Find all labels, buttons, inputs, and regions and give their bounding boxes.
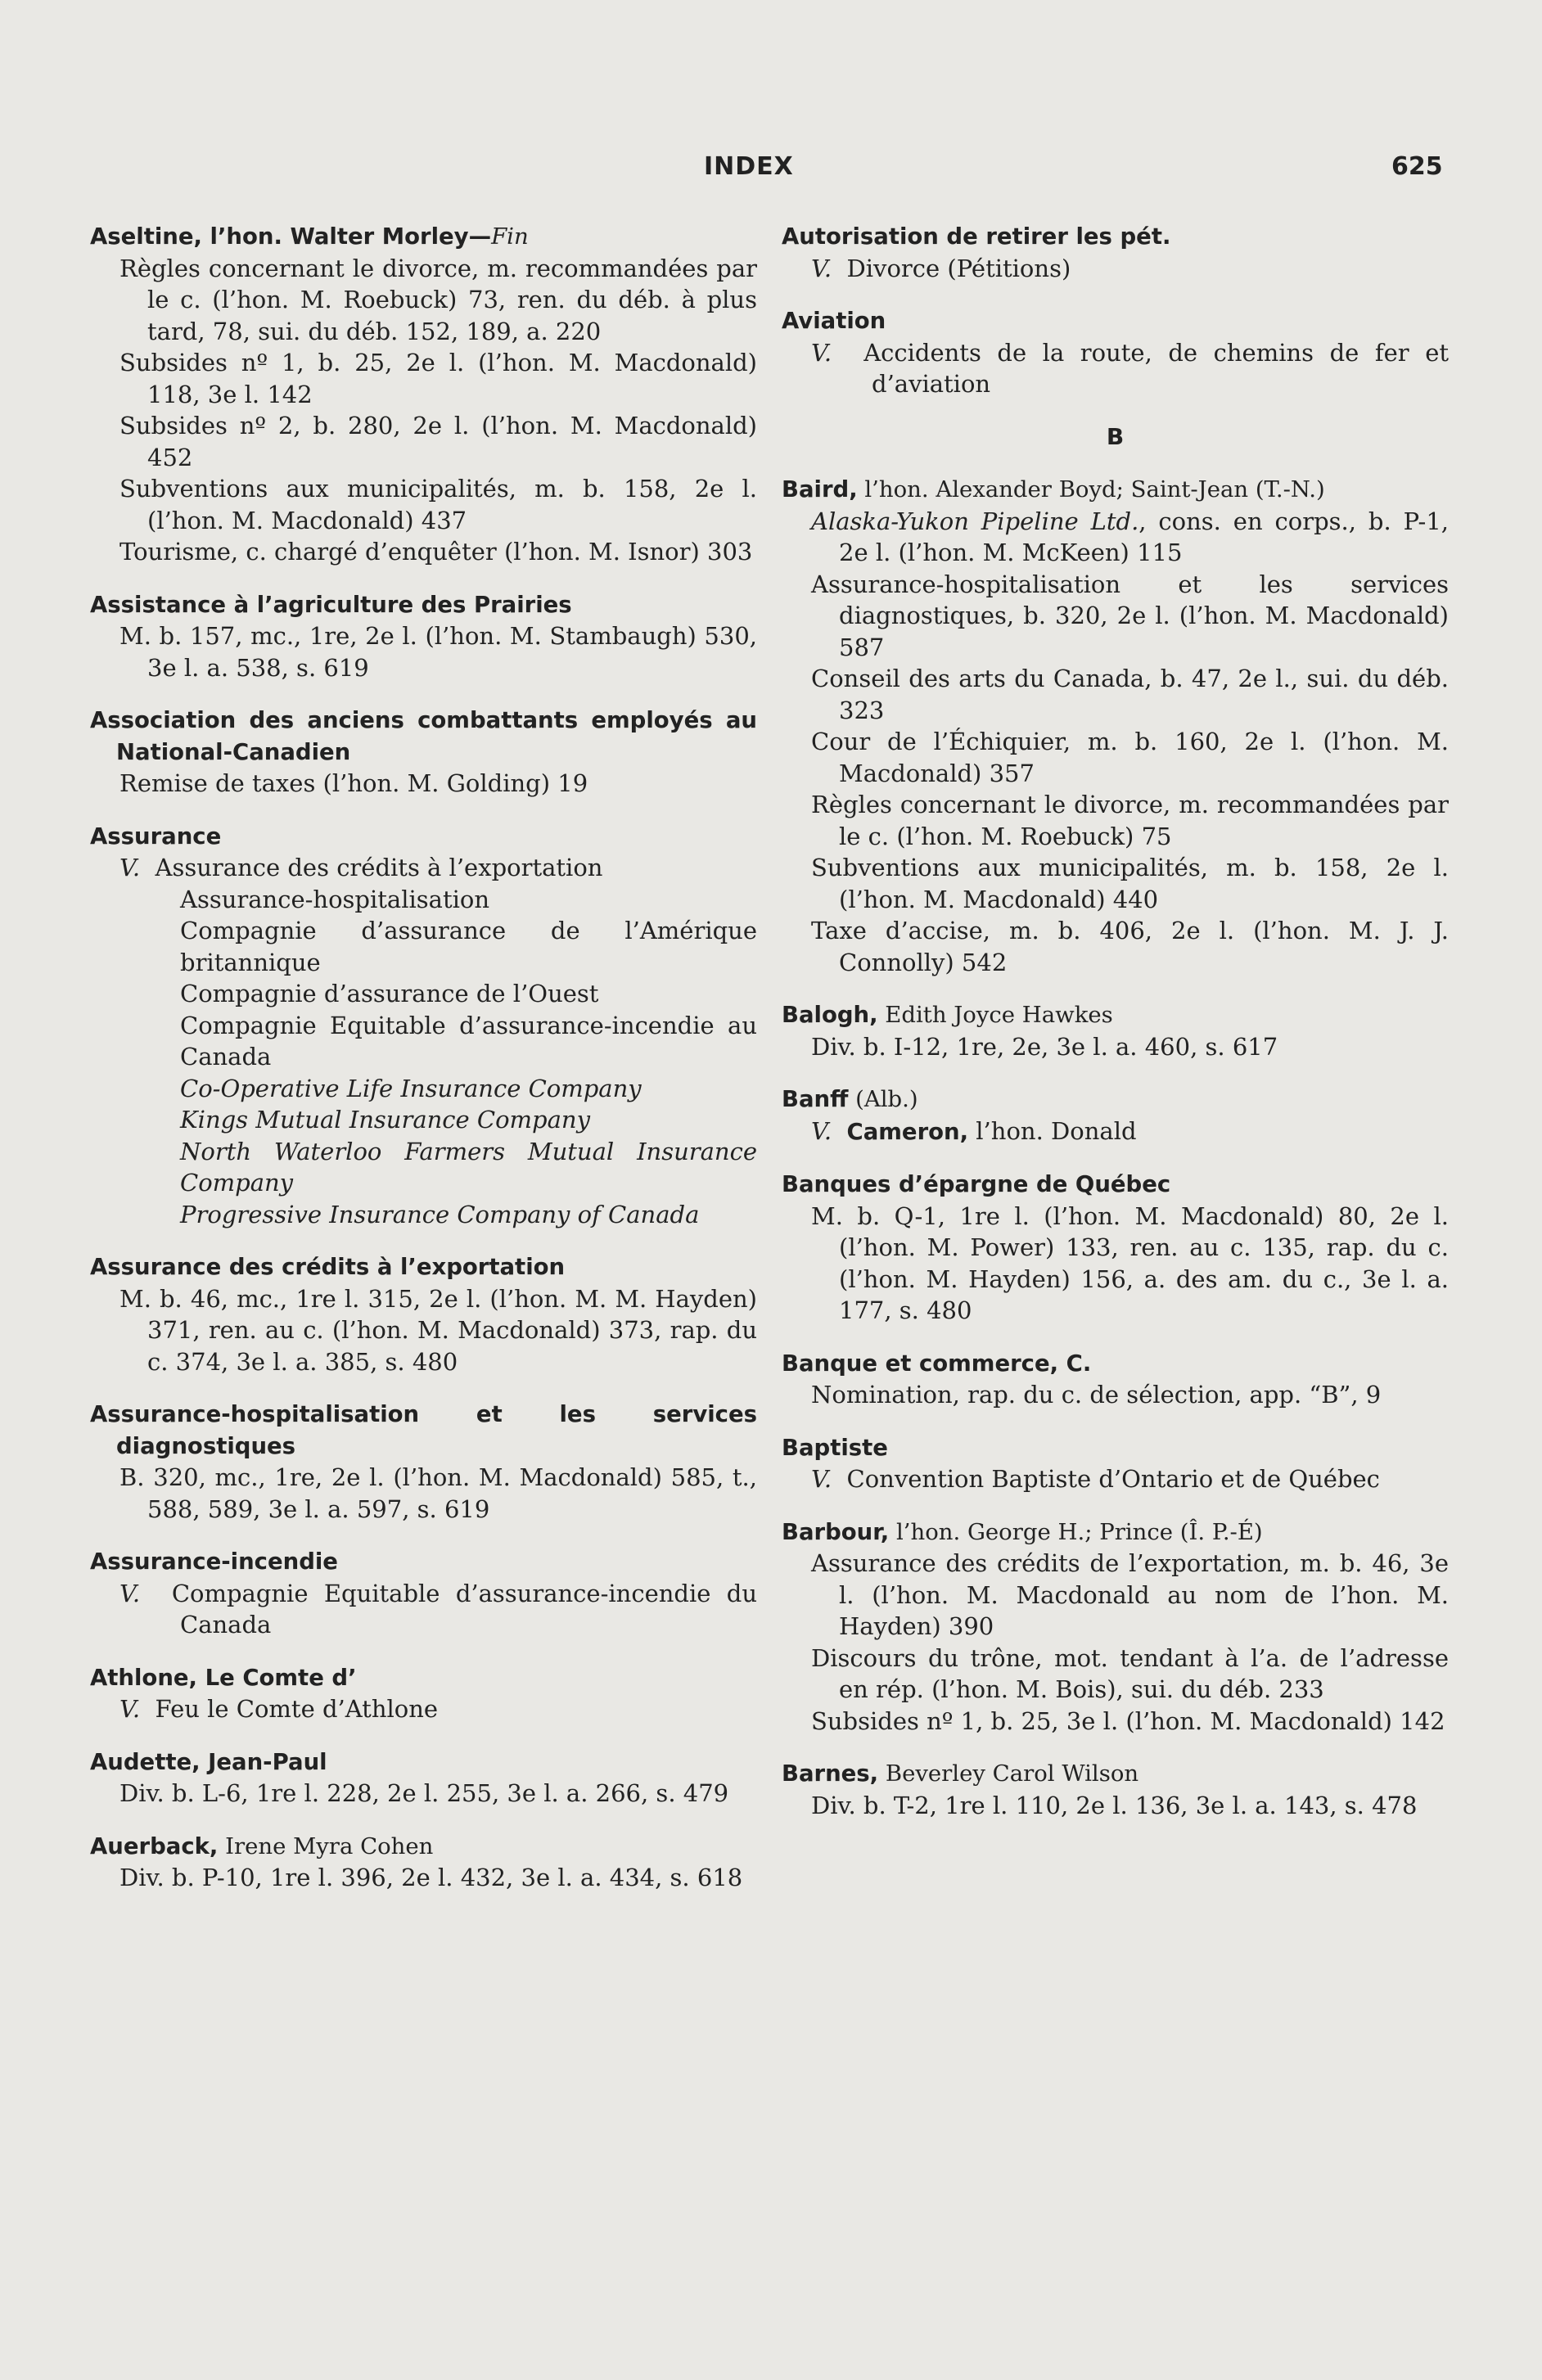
entry-subitem: B. 320, mc., 1re, 2e l. (l’hon. M. Macdonald) 585, t., 588, 589, 3e l. a. 597, s. 619 bbox=[119, 1463, 757, 1523]
entry-subitem: Div. b. T-2, 1re l. 110, 2e l. 136, 3e l. a. 143, s. 478 bbox=[811, 1791, 1418, 1819]
index-entry bbox=[90, 1251, 757, 1377]
entry-subitem: M. b. 46, mc., 1re l. 315, 2e l. (l’hon. M. M. Hayden) 371, ren. au c. (l’hon. M. Macdonald) 373, rap. du c. 374, 3e l. a. 385, s. 480 bbox=[119, 1284, 757, 1376]
entry-subitem: Conseil des arts du Canada, b. 47, 2e l., sui. du déb. 323 bbox=[811, 665, 1449, 724]
entry-heading: Baird, l’hon. Alexander Boyd; Saint-Jean (T.-N.) bbox=[782, 476, 1325, 503]
index-entry bbox=[782, 1169, 1449, 1327]
see-reference-item: Co-Operative Life Insurance Company bbox=[180, 1074, 642, 1102]
entry-subitem: M. b. Q-1, 1re l. (l’hon. M. Macdonald) 80, 2e l. (l’hon. M. Power) 133, ren. au c. 135, rap. du c. (l’hon. M. Hayden) 156, a. des am. du c., 3e l. a. 177, s. 480 bbox=[811, 1201, 1449, 1324]
index-entry bbox=[90, 1546, 757, 1641]
page-number: 625 bbox=[1391, 152, 1443, 181]
left-column bbox=[90, 221, 757, 1915]
entry-heading: Barnes, Beverley Carol Wilson bbox=[782, 1760, 1139, 1787]
index-entry bbox=[782, 999, 1449, 1062]
index-entry bbox=[782, 1758, 1449, 1821]
entry-heading: Assurance-hospitalisation et les services diagnostiques bbox=[90, 1401, 757, 1459]
index-entry bbox=[90, 705, 757, 800]
entry-subitem: Tourisme, c. chargé d’enquêter (l’hon. M. Isnor) 303 bbox=[119, 538, 753, 566]
entry-subitem: Discours du trône, mot. tendant à l’a. de l’adresse en rép. (l’hon. M. Bois), sui. du déb. 233 bbox=[811, 1643, 1449, 1703]
index-entry bbox=[90, 821, 757, 1231]
see-reference: V. Convention Baptiste d’Ontario et de Québec bbox=[811, 1465, 1380, 1493]
index-entry bbox=[90, 589, 757, 684]
entry-heading: Balogh, Edith Joyce Hawkes bbox=[782, 1002, 1113, 1028]
entry-subitem: Div. b. L-6, 1re l. 228, 2e l. 255, 3e l. a. 266, s. 479 bbox=[119, 1779, 729, 1807]
index-entry bbox=[782, 221, 1449, 284]
entry-subitem: Subsides nº 1, b. 25, 3e l. (l’hon. M. Macdonald) 142 bbox=[811, 1706, 1445, 1735]
entry-heading: Aseltine, l’hon. Walter Morley—Fin bbox=[90, 223, 529, 250]
see-reference-item: North Waterloo Farmers Mutual Insurance Company bbox=[180, 1137, 757, 1197]
entry-heading: Athlone, Le Comte d’ bbox=[90, 1664, 357, 1691]
entry-heading: Banff (Alb.) bbox=[782, 1086, 918, 1112]
entry-heading: Barbour, l’hon. George H.; Prince (Î. P.-É) bbox=[782, 1518, 1263, 1545]
entry-subitem: Subventions aux municipalités, m. b. 158, 2e l. (l’hon. M. Macdonald) 437 bbox=[119, 475, 757, 534]
entry-heading: Assurance-incendie bbox=[90, 1548, 338, 1575]
entry-heading: Audette, Jean-Paul bbox=[90, 1748, 327, 1775]
see-reference: V. Cameron, l’hon. Donald bbox=[811, 1116, 1137, 1145]
see-reference-item: Compagnie d’assurance de l’Ouest bbox=[180, 980, 599, 1007]
entry-subitem: Cour de l’Échiquier, m. b. 160, 2e l. (l’hon. M. Macdonald) 357 bbox=[811, 728, 1449, 787]
entry-heading: Baptiste bbox=[782, 1434, 888, 1461]
see-reference-item: Progressive Insurance Company of Canada bbox=[180, 1200, 700, 1228]
entry-subitem: Div. b. I-12, 1re, 2e, 3e l. a. 460, s. 617 bbox=[811, 1032, 1278, 1061]
entry-subitem: Règles concernant le divorce, m. recommandées par le c. (l’hon. M. Roebuck) 75 bbox=[811, 791, 1449, 850]
page-header bbox=[0, 152, 1542, 193]
section-letter: B bbox=[1106, 422, 1125, 450]
entry-subitem: Nomination, rap. du c. de sélection, app. “B”, 9 bbox=[811, 1381, 1382, 1409]
index-entry bbox=[782, 1517, 1449, 1738]
right-column bbox=[782, 221, 1449, 1842]
index-entry bbox=[782, 474, 1449, 978]
see-reference-item: Compagnie d’assurance de l’Amérique britannique bbox=[180, 917, 757, 976]
page-title: INDEX bbox=[704, 152, 794, 181]
see-reference: V. Compagnie Equitable d’assurance-incendie du Canada bbox=[119, 1579, 758, 1639]
index-entry bbox=[90, 1662, 757, 1725]
index-entry bbox=[90, 1831, 757, 1894]
entry-heading: Autorisation de retirer les pét. bbox=[782, 223, 1171, 250]
see-reference: V. Divorce (Pétitions) bbox=[811, 254, 1071, 282]
index-entry bbox=[90, 1399, 757, 1525]
index-entry bbox=[90, 1747, 757, 1810]
entry-heading: Banques d’épargne de Québec bbox=[782, 1171, 1171, 1197]
index-entry bbox=[782, 1432, 1449, 1495]
index-entry bbox=[782, 305, 1449, 400]
entry-subitem: Subventions aux municipalités, m. b. 158, 2e l. (l’hon. M. Macdonald) 440 bbox=[811, 854, 1449, 913]
entry-subitem: Assurance-hospitalisation et les services diagnostiques, b. 320, 2e l. (l’hon. M. Macdonald) 587 bbox=[811, 570, 1449, 661]
entry-subitem: Remise de taxes (l’hon. M. Golding) 19 bbox=[119, 769, 588, 797]
entry-subitem: Règles concernant le divorce, m. recommandées par le c. (l’hon. M. Roebuck) 73, ren. du déb. à plus tard, 78, sui. du déb. 152, 189, a. 220 bbox=[119, 254, 757, 345]
entry-heading: Aviation bbox=[782, 308, 886, 334]
index-entry bbox=[782, 1348, 1449, 1411]
entry-subitem: Div. b. P-10, 1re l. 396, 2e l. 432, 3e l. a. 434, s. 618 bbox=[119, 1864, 743, 1891]
entry-subitem: Alaska-Yukon Pipeline Ltd., cons. en corps., b. P-1, 2e l. (l’hon. M. McKeen) 115 bbox=[811, 507, 1449, 566]
see-reference-item: Compagnie Equitable d’assurance-incendie au Canada bbox=[180, 1011, 757, 1071]
see-reference: V. Feu le Comte d’Athlone bbox=[119, 1695, 439, 1723]
entry-subitem: M. b. 157, mc., 1re, 2e l. (l’hon. M. Stambaugh) 530, 3e l. a. 538, s. 619 bbox=[119, 622, 757, 682]
entry-heading: Assurance bbox=[90, 823, 222, 850]
index-entry bbox=[90, 221, 757, 568]
entry-heading: Assistance à l’agriculture des Prairies bbox=[90, 591, 572, 618]
see-reference-item: Assurance-hospitalisation bbox=[180, 885, 490, 913]
entry-subitem: Assurance des crédits de l’exportation, m. b. 46, 3e l. (l’hon. M. Macdonald au nom de l’hon. M. Hayden) 390 bbox=[811, 1549, 1449, 1640]
entry-heading: Association des anciens combattants employés au National-Canadien bbox=[90, 707, 757, 765]
entry-heading: Auerback, Irene Myra Cohen bbox=[90, 1832, 434, 1859]
see-reference: V. Accidents de la route, de chemins de fer et d’aviation bbox=[811, 338, 1450, 398]
entry-heading: Banque et commerce, C. bbox=[782, 1350, 1092, 1377]
see-reference-item: Kings Mutual Insurance Company bbox=[180, 1106, 590, 1134]
entry-heading: Assurance des crédits à l’exportation bbox=[90, 1254, 566, 1280]
index-entry bbox=[782, 1084, 1449, 1147]
entry-subitem: Subsides nº 1, b. 25, 2e l. (l’hon. M. Macdonald) 118, 3e l. 142 bbox=[119, 349, 757, 408]
entry-subitem: Subsides nº 2, b. 280, 2e l. (l’hon. M. Macdonald) 452 bbox=[119, 412, 757, 471]
entry-subitem: Taxe d’accise, m. b. 406, 2e l. (l’hon. M. J. J. Connolly) 542 bbox=[811, 917, 1449, 976]
see-reference: V. Assurance des crédits à l’exportation bbox=[119, 854, 603, 881]
